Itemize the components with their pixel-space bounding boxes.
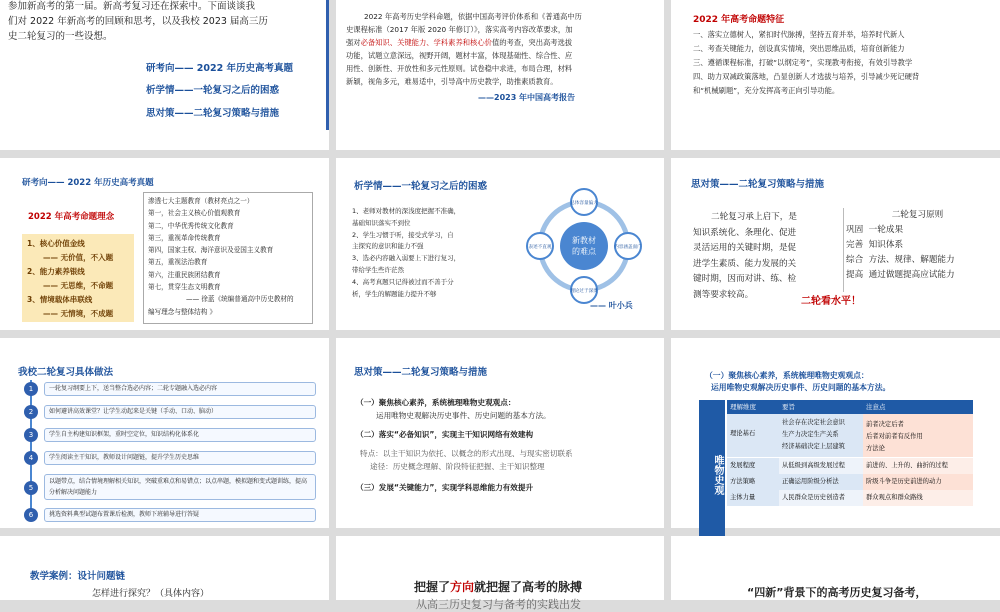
puzzle-item: 带给学生些许茫然 (352, 265, 404, 274)
principles-box (843, 208, 991, 292)
diagram-center (560, 222, 608, 270)
slide-headline: “四新”背景下的高考历史复习备考， (747, 586, 927, 599)
table-row (727, 458, 973, 474)
node-label: 表述不直观 (528, 245, 552, 250)
highlight-text: 必备知识、关键能力、学科素养和核心价 (360, 38, 492, 47)
intro-line: 参加新高考的第一届。新高考复习还在探索中。下面谈谈我 (8, 1, 256, 12)
table-cell: 前者决定后者 (866, 421, 904, 428)
table-row (727, 414, 973, 458)
concept-line: —— 无思维，不命题 (43, 281, 114, 290)
slide-4 (0, 158, 329, 330)
slide-title: 教学案例：设计问题链 (30, 571, 126, 582)
theme-item: 第五，重视法治教育 (148, 258, 208, 267)
feature-item: 二、考查关键能力，创设真实情境，突出思维品质，培育创新能力 (693, 44, 905, 53)
principle-row: 巩固 一轮成果 (846, 225, 904, 235)
principles-title: 二轮复习原则 (891, 210, 944, 220)
puzzle-item: 基础知识落实不到位 (352, 218, 411, 227)
table-cell: 从低级到高级发展过程 (779, 458, 863, 474)
slide-title: 思对策——二轮复习策略与措施 (354, 367, 488, 378)
outline-item: 思对策——二轮复习策略与措施 (146, 108, 280, 119)
principle-row: 完善 知识体系 (846, 240, 904, 250)
materialism-table (727, 400, 973, 536)
table-cell: 经济基础决定上层建筑 (782, 443, 845, 450)
slide-11 (336, 536, 664, 611)
section-heading: （一）聚焦核心素养，系统梳理唯物史观观点： (705, 371, 869, 380)
outline-item: 研考向—— 2022 年历史高考真题 (146, 63, 294, 74)
concept-line: —— 无情境，不成题 (43, 309, 114, 318)
puzzle-item: 主探究的意识和能力不强 (352, 242, 424, 251)
step-number: 5 (24, 481, 38, 495)
feature-item: 和“机械刷题”，充分发挥高考正向引导功能。 (693, 86, 840, 95)
intro-line: 们对 2022 年新高考的回顾和思考，以及我校 2023 届高三历 (8, 16, 268, 27)
step-timeline (30, 380, 32, 520)
table-cell: 前进的、上升的、曲折的过程 (863, 458, 973, 474)
para-line: 2022 年高考历史学科命题，依据中国高考评价体系和《普通高中历 (364, 12, 582, 21)
para-line: 知识系统化、条理化、促进 (693, 227, 797, 238)
concept-line: —— 无价值，不入题 (43, 253, 114, 262)
outline-item: 析学情——一轮复习之后的困惑 (146, 85, 280, 96)
table-header: 注意点 (866, 403, 886, 411)
slide-7 (0, 338, 329, 528)
theme-item: 第二，中华优秀传统文化教育 (148, 221, 234, 230)
step-card: 学生自主构建知识框架，重时空定位，知识结构化体系化 (44, 428, 316, 442)
section-text: 运用唯物史观解决历史事件、历史问题的基本方法。 (711, 383, 891, 392)
slide-9 (671, 338, 1000, 528)
intro-line: 史二轮复习的一些设想。 (8, 31, 113, 42)
step-card: 挑选资料典型试题布置课后检测，教师下班辅导进行答疑 (44, 508, 316, 522)
node-label: 理论过于深奥 (570, 289, 598, 294)
slide-title: 2022 年高考命题特征 (693, 15, 785, 25)
puzzle-item: 析，学生的解题能力提升不够 (352, 289, 437, 298)
step-number: 4 (24, 451, 38, 465)
section-text: 运用唯物史观解决历史事件、历史问题的基本方法。 (376, 411, 551, 420)
table-cell: 群众观点和群众路线 (863, 490, 973, 506)
para-line: 史课程标准（2017 年版 2020 年修订）》，落实高考内容改革要求，加 (346, 25, 573, 34)
table-cell: 方法论 (866, 445, 885, 452)
theme-list-box (143, 192, 313, 324)
puzzle-item: 1、老师对教材的深浅度把握不准确， (352, 207, 461, 215)
slide-subtitle: 怎样进行探究？（具体内容） (92, 589, 210, 599)
puzzle-item: 2、学生习惯于听，接受式学习，自 (352, 230, 454, 239)
feature-item: 一、落实立德树人，紧扣时代脉搏，坚持五育并举，培养时代新人 (693, 30, 905, 39)
para-line: 键时期，因而对讲、练、检 (693, 274, 797, 284)
table-cell: 后者对前者有反作用 (866, 433, 923, 440)
concept-line: 1、核心价值金线 (27, 239, 85, 248)
table-cell: 正确运用阶级分析法 (779, 474, 863, 490)
step-number: 6 (24, 508, 38, 522)
slide-title: 思对策——二轮复习策略与措施 (691, 179, 825, 190)
theme-citation: —— 徐蓝《统编普通高中历史教材的 (186, 295, 294, 304)
slide-subline: 从高三历史复习与备考的实践出发 (416, 598, 581, 611)
puzzle-item: 3、选必内容融入弱要上下进行复习， (352, 254, 461, 263)
table-header: 理解维度 (730, 403, 756, 411)
para-line: 新颖，视角多元，难易适中，引导高中历史教学，助推素质教育。 (346, 77, 558, 86)
theme-item: 第三，重视革命传统教育 (148, 233, 221, 242)
section-heading: （一）聚焦核心素养，系统梳理唯物史观观点： (356, 398, 516, 407)
theme-item: 第一，社会主义核心价值观教育 (148, 209, 241, 218)
theme-item: 第四，国家主权、海洋意识及爱国主义教育 (148, 246, 274, 255)
section-text: 特点：以主干知识为依托、以概念的形式出现、与现实密切联系 (360, 449, 573, 458)
difficulty-diagram (514, 188, 660, 306)
slide-title: 研考向—— 2022 年历史高考真题 (22, 178, 154, 188)
theme-item: 第六，注重民族团结教育 (148, 270, 221, 279)
node-label: 总体容量偏大 (570, 201, 598, 206)
slide-1 (0, 0, 329, 150)
slide-5 (336, 158, 664, 330)
theme-citation: 编写理念与整体结构 》 (148, 307, 217, 316)
slide-10 (0, 536, 329, 600)
principle-row: 提高 通过做题提高应试能力 (846, 270, 955, 280)
para-line: 强对必备知识、关键能力、学科素养和核心价值的考查，突出高考选拔 (346, 38, 573, 47)
step-number: 2 (24, 405, 38, 419)
concept-line: 2、能力素养银线 (27, 267, 85, 276)
table-cell: 主体力量 (727, 490, 779, 506)
headline-highlight: 方向 (450, 580, 475, 594)
concept-box (22, 234, 134, 322)
table-header: 要旨 (782, 403, 795, 411)
slide-title: 我校二轮复习具体做法 (18, 367, 114, 378)
table-row (727, 474, 973, 490)
table-cell: 发展程度 (727, 458, 779, 474)
feature-item: 三、遵循课程标准，打破“以纲定考”，实现教考衔接，有效引导教学 (693, 58, 913, 67)
slide-title: 析学情——一轮复习之后的困惑 (354, 181, 488, 192)
concept-line: 3、情境载体串联线 (27, 295, 93, 304)
node-right (614, 233, 642, 259)
table-cell: 方法策略 (727, 474, 779, 490)
node-label: 内容涵盖面广 (614, 245, 642, 250)
table-cell: 人民群众是历史创造者 (779, 490, 863, 506)
table-cell: 社会存在决定社会意识 (782, 419, 845, 426)
node-top (570, 189, 598, 215)
table-row (727, 490, 973, 506)
step-card: 一轮复习纲要上下，送当整合选必内容；二轮专题融入选必内容 (44, 382, 316, 396)
section-text: 途径：历史概念理解、阶段特征把握、主干知识整理 (370, 462, 545, 471)
theme-item: 第七，贯穿生态文明教育 (148, 283, 221, 292)
section-heading: （三）发展“关键能力”，实现学科思维能力有效提升 (356, 483, 534, 492)
slogan: 二轮看水平！ (801, 296, 861, 307)
slide-6 (671, 158, 1000, 330)
feature-item: 四、助力双减政策落地，凸显创新人才选拔与培养，引导减少死记硬背 (693, 72, 920, 81)
step-card: 学生阅读主干知识，教师设计问题链，提升学生历史思维 (44, 451, 316, 465)
para-line: 用性、创新性、开放性和多元性原则。试卷稳中求进，布局合理，材料 (346, 64, 573, 73)
source-citation: ——2023 年中国高考报告 (478, 93, 576, 102)
theme-item: 渗透七大主题教育（教材亮点之一） (148, 197, 254, 205)
step-card: 如何避讲高效课堂？让学生动起来是关键（手动、口动、脑动） (44, 405, 316, 419)
slide-12 (671, 536, 1000, 600)
center-label: 新教材 (572, 236, 596, 245)
puzzle-item: 4、高考真题只记得被过而不善于分 (352, 277, 454, 286)
section-heading: （二）落实“必备知识”，实现主干知识网络有效建构 (356, 430, 534, 439)
principle-row: 综合 方法、规律、解题能力 (846, 255, 955, 265)
para-line: 进学生素质、能力发展的关 (693, 258, 797, 269)
author-citation: —— 叶小兵 (590, 301, 633, 310)
table-cell: 阶级斗争是历史前进的动力 (863, 474, 973, 490)
table-cell: 理论基石 (727, 414, 779, 457)
node-left (527, 233, 553, 259)
slide-8 (336, 338, 664, 528)
para-line: 测等要求较高。 (693, 289, 754, 300)
step-number: 1 (24, 382, 38, 396)
slide-headline: 把握了方向就把握了高考的脉搏 (414, 580, 583, 594)
para-line: 功能，试题立意深远，视野开阔，题材丰富，体现基础性、综合性、应 (346, 51, 573, 60)
step-card: 以题带点，结合情境理解相关知识，突破重难点和易错点；以点串题，模拟题和变式题训练，提高分析解决问题能力 (44, 474, 316, 500)
slide-subtitle: 2022 年高考命题理念 (28, 212, 115, 222)
para-line: 二轮复习承上启下，是 (711, 212, 797, 222)
center-label: 的难点 (572, 247, 596, 256)
para-line: 灵活运用的关键时期，是促 (693, 243, 797, 253)
table-cell: 生产力决定生产关系 (782, 431, 839, 438)
slide-3 (671, 0, 1000, 150)
step-number: 3 (24, 428, 38, 442)
side-label: 唯物史观 (699, 400, 725, 536)
slide-accent (326, 0, 329, 130)
slide-2 (336, 0, 664, 150)
